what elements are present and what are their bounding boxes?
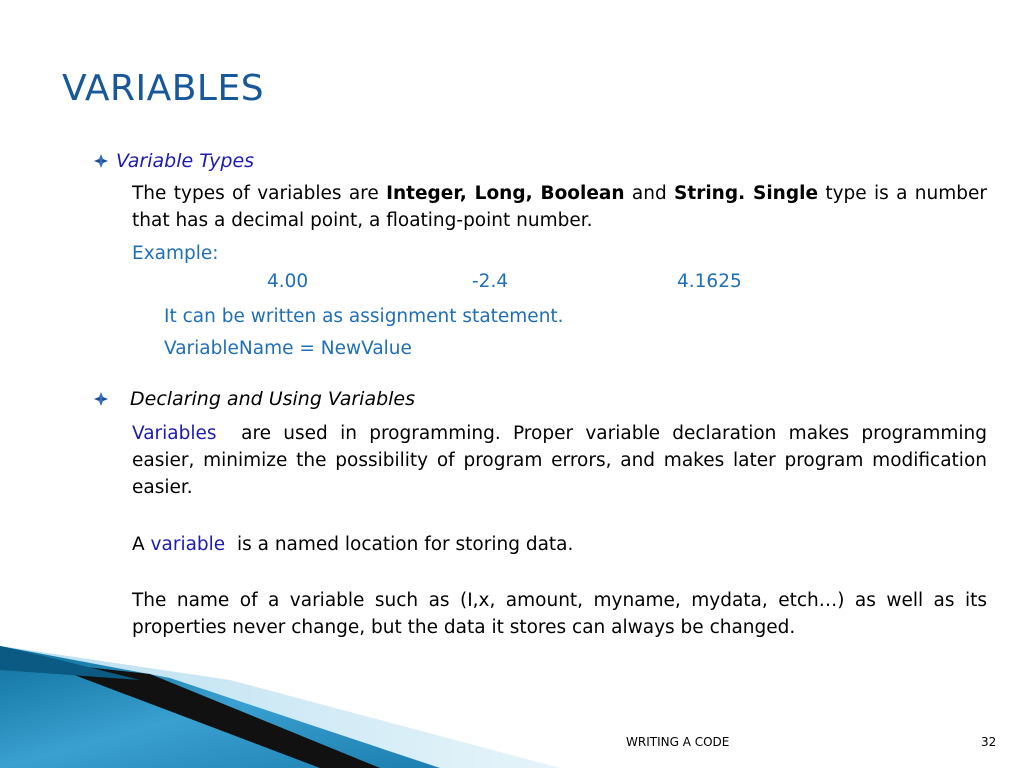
text-run: is a named location for storing data. — [225, 534, 574, 555]
decorative-corner-graphic — [0, 640, 1024, 768]
keyword: variable — [150, 534, 226, 555]
text-run: type is a number that has a decimal point, a floating-point number. — [132, 183, 987, 231]
paragraph-variable-names: The name of a variable such as (I,x, amount, myname, mydata, etch…) as well as its properties never change, but the data it stores can always be changed. — [132, 590, 987, 638]
text-run: The types of variables are — [132, 183, 387, 204]
slide-title: VARIABLES — [62, 68, 265, 109]
section-heading-variable-types — [94, 150, 254, 172]
section-heading-declaring-variables — [94, 388, 415, 410]
assignment-text: It can be written as assignment statement. — [164, 306, 564, 327]
bold-text: Integer, Long, Boolean — [386, 183, 625, 204]
example-value: -2.4 — [472, 271, 509, 292]
text-run: are used in programming. Proper variable declaration makes programming easier, minimize the possibility of program errors, and makes later program modification easier. — [132, 423, 993, 498]
page-number: 32 — [981, 735, 997, 749]
diamond-bullet-icon — [94, 154, 108, 168]
paragraph-variable-types — [132, 180, 987, 234]
bold-text: String. Single — [674, 183, 818, 204]
assignment-formula: VariableName = NewValue — [164, 338, 412, 359]
footer-label: WRITING A CODE — [626, 735, 730, 749]
section-heading-text: Declaring and Using Variables — [130, 388, 416, 410]
text-run: and — [624, 183, 675, 204]
section-heading-text: Variable Types — [116, 150, 255, 172]
text-run: A — [132, 534, 151, 555]
diamond-bullet-icon — [94, 392, 108, 406]
paragraph-variables-usage — [132, 420, 993, 501]
example-value: 4.00 — [267, 271, 309, 292]
paragraph-variable-definition — [132, 531, 573, 558]
example-label: Example: — [132, 243, 219, 264]
keyword: Variables — [132, 423, 217, 444]
example-value: 4.1625 — [677, 271, 742, 292]
